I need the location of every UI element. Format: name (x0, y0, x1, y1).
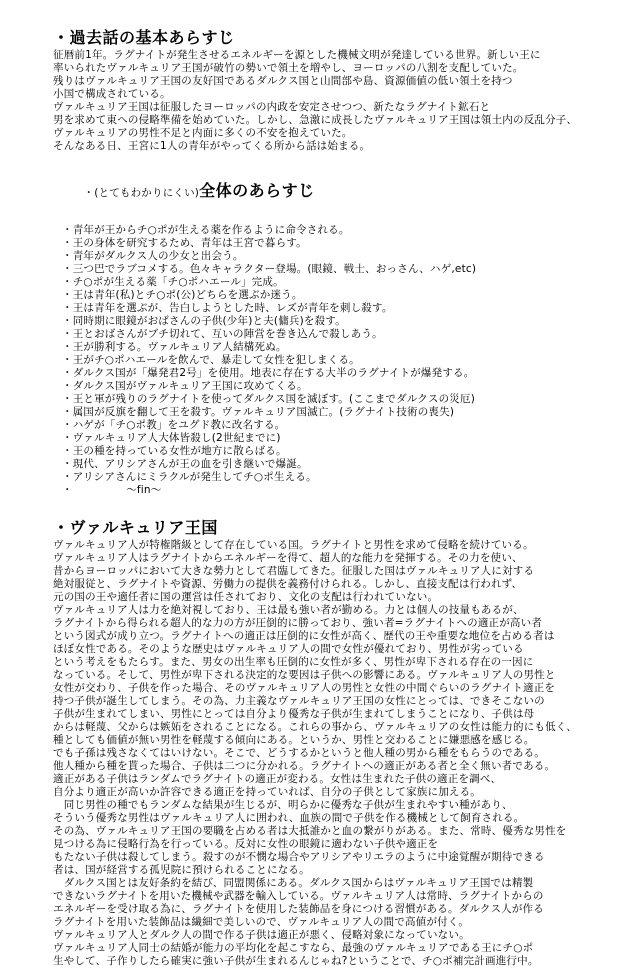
bullet-line: ・王が勝利する。ヴァルキュリア人結構死ぬ。 (62, 341, 287, 353)
section-valkyria-kingdom (53, 518, 607, 968)
text-line: そんなある日、王宮に1人の青年がやってくる所から話は始まる。 (53, 140, 371, 152)
bullet-line: ・現代、アリシアさんが王の血を引き継いで爆誕。 (62, 458, 308, 470)
bullet-line: ・王は青年(私)とチ○ポ(公)どちらを選ぶか迷う。 (62, 289, 303, 301)
text-line: からは軽蔑、父からは嫉妬をされることになる。これらの事から、ヴァルキュリアの女性は能力的にも低く、 (53, 721, 577, 733)
text-line: もたない子供は殺してしまう。殺すのが不憫な場合やアリシアやリエラのように中途覚醒が期待できる (53, 851, 545, 863)
text-line: ヴァルキュリア人が特権階級として存在している国。ラグナイトと男性を求めて侵略を続けている。 (53, 539, 534, 551)
bullet-line: ・チ○ポが生える薬「チ○ポハエール」完成。 (62, 276, 284, 288)
text-line: 他人種から種を貰った場合、子供は二つに分かれる。ラグナイトへの適正がある者と全く無い者である。 (53, 760, 556, 772)
bullet-line: ・ダルクス国が「爆発君2号」を使用。地表に存在する大半のラグナイトが爆発する。 (62, 367, 475, 379)
text-line: 自分より適正が高いか許容できる適正を持っていれば、自分の子供として家族に加える。 (53, 786, 481, 798)
text-line: 絶対服従と、ラグナイトや資源、労働力の提供を義務付けられる。しかし、直接支配は行われず、 (53, 578, 523, 590)
bullet-line: ・王は青年を選ぶが、告白しようとした時、レズが青年を刺し殺す。 (62, 302, 393, 314)
text-line: 持つ子供が誕生してしまう。その為、力主義なヴァルキュリア王国の女性にとっては、できそこないの (53, 695, 545, 707)
text-line: 男を求めて東への侵略準備を始めていた。しかし、急激に成長したヴァルキュリア王国は領土内の反乱分子、 (53, 114, 578, 126)
overall-synopsis-heading (53, 161, 607, 223)
text-line: 生やして、子作りしたら確実に強い子供が生まれるんじゃね?ということで、チ○ポ補完計画進行中。 (53, 955, 539, 967)
text-line: ヴァルキュリア人は力を絶対視しており、王は最も強い者が勤める。力とは個人の技量もあるが、 (53, 604, 524, 616)
past-story-paragraph (53, 49, 607, 153)
bullet-line: ・青年がダルクス人の少女と出会う。 (62, 250, 244, 262)
bullet-line: ・三つ巴でラブコメする。色々キャラクター登場。(眼鏡、戦士、おっさん、ハゲ,etc) (62, 263, 477, 275)
bullet-line: ・青年が王からチ○ポが生える薬を作るように命令される。 (62, 224, 350, 236)
bullet-line: ・アリシアさんにミラクルが発生してチ○ポ生える。 (62, 471, 317, 483)
text-line: ほぼ女性である。そのような歴史はヴァルキュリア人の間で女性が優れており、男性が劣っている (53, 643, 524, 655)
text-line: できないラグナイトを用いた機械や武器を輸入している。ヴァルキュリア人は常時、ラグナイトからの (53, 890, 544, 902)
past-story-heading: ・過去話の基本あらすじ (53, 28, 235, 47)
valkyria-kingdom-heading: ・ヴァルキュリア王国 (53, 518, 218, 537)
text-line: 適正がある子供はランダムでラグナイトの適正が変わる。女性は生まれた子供の適正を調べ、 (53, 773, 502, 785)
text-line: ヴァルキュリア人とダルク人の間で作る子供は適正が悪く、侵略対象になっていない。 (53, 929, 470, 941)
bullet-line: ・王とおばさんがブチ切れて、互いの陣営を巻き込んで殺しあう。 (62, 328, 383, 340)
text-line: 女性が交わり、子供を作った場合、そのヴァルキュリア人の男性と女性の中間ぐらいのラグナイト適正を (53, 682, 556, 694)
bullet-line: ・王がチ○ポハエールを飲んで、暴走して女性を犯しまくる。 (62, 354, 360, 366)
valkyria-kingdom-paragraph (53, 539, 607, 968)
text-line: ヴァルキュリア人はラグナイトからエネルギーを得て、超人的な能力を発揮する。その力を使い、 (53, 552, 523, 564)
text-line: エネルギーを受け取る為に、ラグナイトを使用した装飾品を身につける習慣がある。ダルクス人が作る (53, 903, 544, 915)
text-line: ラグナイトを用いた装飾品は繊細で美しいので、ヴァルキュリア人の間で高値が付く。 (53, 916, 470, 928)
text-line: その為、ヴァルキュリア王国の要職を占める者は大抵誰かと血の繋がりがある。また、常時、優秀な男性を (53, 825, 567, 837)
text-line: ヴァルキュリア人同士の結婚が能力の平均化を起こすなら、最強のヴァルキュリアである王にチ○ポ (53, 942, 534, 954)
text-line: 率いられたヴァルキュリア王国が破竹の勢いで領土を増やし、ヨーロッパの八割を支配していた。 (53, 62, 524, 74)
text-line: でも子孫は残さなくてはいけない。そこで、どうするかというと他人種の男から種をもらうのである。 (53, 747, 545, 759)
text-line: 残りはヴァルキュリア王国の友好国であるダルクス国と山間部や島、資源価値の低い領土を持つ (53, 75, 513, 87)
bullet-line: ・ダルクス国がヴァルキュリア王国に攻めてくる。 (62, 380, 308, 392)
text-line: ダルクス国とは友好条約を結び、同盟関係にある。ダルクス国からはヴァルキュリア王国では精製 (53, 877, 534, 889)
overall-synopsis-bullet-list (62, 224, 607, 484)
fin-line: ・ ～fin～ (62, 484, 162, 496)
text-line: なっている。そして、男性が卑下される決定的な要因は子供への影響にある。ヴァルキュリア人の男性と (53, 669, 556, 681)
text-line: という図式が成り立つ。ラグナイトへの適正は圧倒的に女性が高く、歴代の王や重要な地位を占める者は (53, 630, 555, 642)
bullet-line: ・ハゲが「チ○ポ教」をユグド教に改名する。 (62, 419, 286, 431)
text-line: 征暦前1年。ラグナイトが発生させるエネルギーを源とした機械文明が発達している世界。新しい王に (53, 49, 541, 61)
text-line: 昔からヨーロッパにおいて大きな勢力として君臨してきた。征服した国はヴァルキュリア人に対する (53, 565, 535, 577)
bullet-line: ・王の身体を研究するため、青年は王宮で暮らす。 (62, 237, 307, 249)
text-line: 子供が生まれてしまい、男性にとっては自分より優秀な子供が生まれてしまうことになり、子供は母 (53, 708, 535, 720)
overall-synopsis-heading-prefix: ・(とてもわかりにくい) (83, 187, 200, 199)
text-line: ヴァルキュリアの男性不足と内面に多くの不安を抱えていた。 (53, 127, 353, 139)
bullet-line: ・同時期に眼鏡がおばさんの子供(少年)と夫(傭兵)を殺す。 (62, 315, 346, 327)
bullet-line: ・属国が反旗を翻して王を殺す。ヴァルキュリア国滅亡。(ラグナイト技術の喪失) (62, 406, 455, 418)
overall-synopsis-heading-title: 全体のあらすじ (199, 181, 315, 200)
text-line: 元の国の王や適任者に国の運営は任されており、文化の支配は行われていない。 (53, 591, 439, 603)
section-past-story (53, 28, 607, 153)
text-line: 種としても価値が無い男性を軽蔑する傾向にある。というか、男性と交わることに嫌悪感を感じる。 (53, 734, 535, 746)
text-line: ヴァルキュリア王国は征服したヨーロッパの内政を安定させつつ、新たなラグナイト鉱石と (53, 101, 491, 113)
text-line: 同じ男性の種でもランダムな結果が生じるが、明らかに優秀な子供が生まれやすい種があり、 (53, 799, 513, 811)
bullet-line: ・王の種を持っている女性が地方に散らばる。 (62, 445, 287, 457)
text-line: という考えをもたらす。また、男女の出生率も圧倒的に女性が多く、男性が卑下される存在の一因に (53, 656, 534, 668)
text-line: 者は、国が経営する孤児院に預けられることになる。 (53, 864, 310, 876)
text-line: そういう優秀な男性はヴァルキュリア人に囲われ、血族の間で子供を作る機械として飼育される。 (53, 812, 525, 824)
text-line: ラグナイトから得られる超人的な力の方が圧倒的に勝っており、強い者=ラグナイトへの適正が高い者 (53, 617, 543, 629)
section-overall-synopsis (53, 161, 607, 497)
bullet-line: ・ヴァルキュリア人大体皆殺し(2世紀までに) (62, 432, 281, 444)
text-line: 見つける為に侵略行為を行っている。反対に女性の眼鏡に適わない子供や適正を (53, 838, 439, 850)
text-line: 小国で構成されている。 (53, 88, 171, 100)
bullet-line: ・王と軍が残りのラグナイトを使ってダルクス国を滅ぼす。(ここまでダルクスの災厄) (62, 393, 475, 405)
